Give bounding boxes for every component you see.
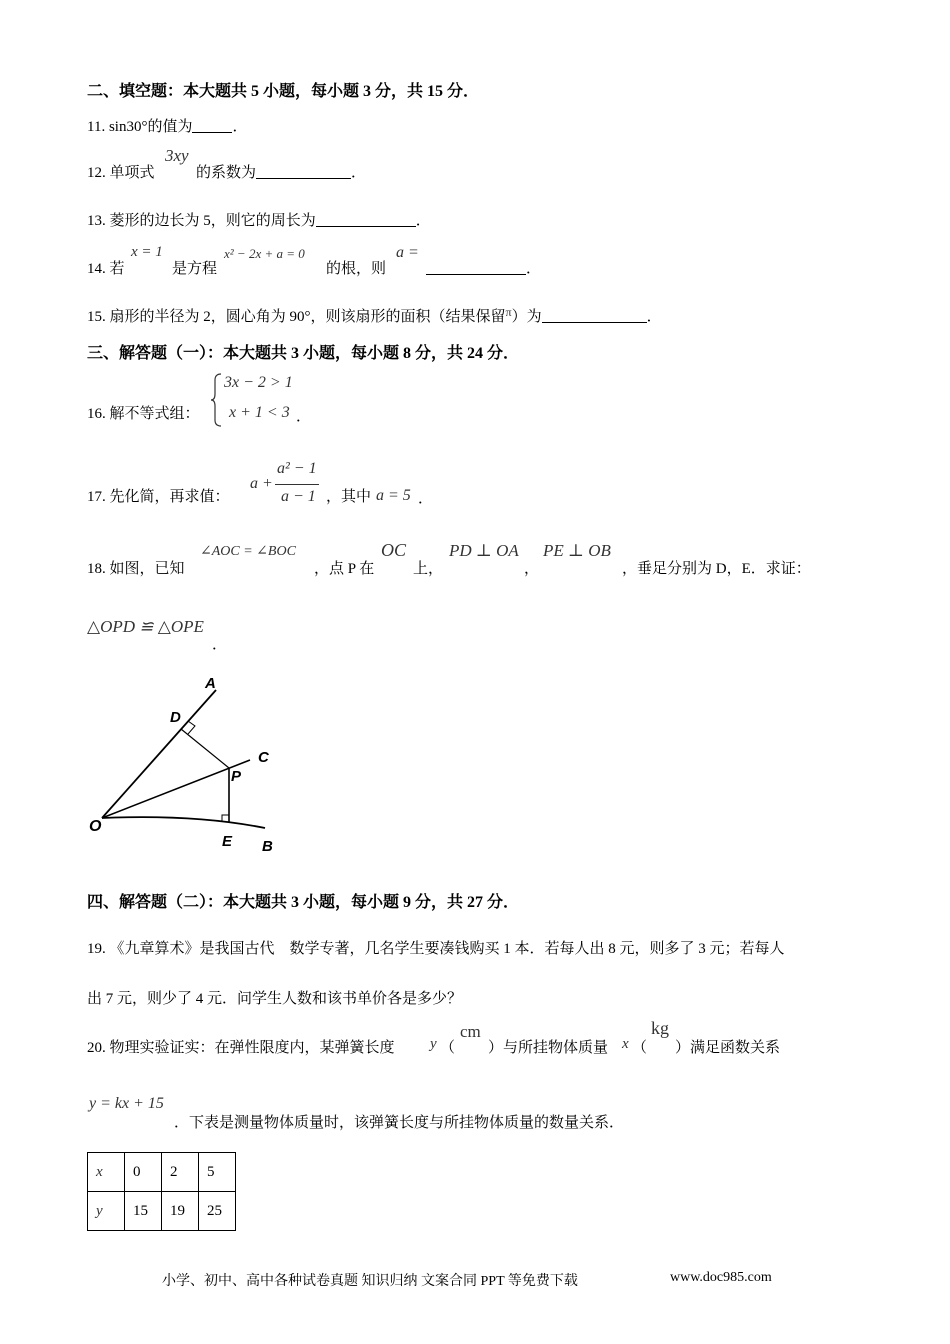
q17-denominator: a − 1 (281, 488, 316, 505)
q14-mid2: 的根，则 (326, 261, 387, 277)
q14-answer (426, 257, 541, 278)
q20-formula: y = kx + 15 (89, 1095, 164, 1112)
label-o: O (89, 818, 102, 835)
q17-numerator: a² − 1 (277, 460, 317, 477)
section-4-title: 四、解答题（二）：本大题共 3 小题，每小题 9 分，共 27 分． (87, 894, 520, 911)
q11-text: 11. sin30°的值为 (87, 119, 193, 135)
q20-line-2: ．下表是测量物体质量时，该弹簧长度与所挂物体质量的数量关系． (174, 1115, 625, 1131)
question-11 (87, 115, 247, 136)
q14-tail: ． (526, 261, 542, 277)
q12-tail: ． (351, 165, 367, 181)
q18-pre: 18. 如图，已知 (87, 561, 185, 577)
label-b: B (262, 838, 273, 855)
section-2-title: 二、填空题：本大题共 5 小题，每小题 3 分，共 15 分． (87, 83, 480, 100)
q20-y: y (430, 1036, 437, 1052)
q17-a-term: a + (250, 475, 273, 492)
footer-text: 小学、初中、高中各种试卷真题 知识归纳 文案合同 PPT 等免费下载 (162, 1274, 578, 1289)
table-cell: 2 (162, 1153, 199, 1192)
q14-pre: 14. 若 (87, 261, 125, 277)
question-13 (87, 209, 431, 230)
q18-mid1: ，点 P 在 (314, 561, 375, 577)
table-cell: x (88, 1153, 125, 1192)
q20-pre: 20. 物理实验证实：在弹性限度内，某弹簧长度 (87, 1040, 395, 1056)
pi-symbol: π (505, 305, 512, 319)
ray-ob (102, 817, 265, 828)
ray-oc (102, 760, 250, 818)
answer-blank (192, 118, 232, 133)
q17-mid: ，其中 (326, 489, 372, 505)
q16-inequality-1: 3x − 2 > 1 (224, 374, 293, 391)
answer-blank (316, 212, 416, 227)
q16-tail: ． (296, 409, 312, 425)
q18-comma: ， (524, 561, 540, 577)
q18-tail: ． (212, 637, 228, 653)
q18-segment-oc: OC (381, 540, 407, 560)
q18-pe-perp: PE ⊥ OB (543, 541, 611, 560)
table-cell: 15 (125, 1192, 162, 1231)
answer-blank (426, 260, 526, 275)
label-c: C (258, 749, 269, 766)
table-cell: 5 (199, 1153, 236, 1192)
question-15 (87, 305, 662, 326)
q20-mid: 与所挂物体质量 (503, 1040, 609, 1056)
table-cell: 19 (162, 1192, 199, 1231)
q20-rparen-1: ） (488, 1040, 504, 1056)
q19-line-1: 19. 《九章算术》是我国古代 数学专著，几名学生要凑钱购买 1 本．若每人出 8 元，则多了 3 元；若每人 (87, 941, 785, 957)
label-a: A (205, 675, 216, 692)
value-table (87, 1152, 236, 1231)
question-12 (87, 161, 155, 182)
table-row (88, 1153, 236, 1192)
q20-x: x (622, 1036, 629, 1052)
q15-tail: ． (646, 309, 662, 325)
q12-expression: 3xy (165, 146, 189, 165)
right-angle-d-icon (188, 721, 195, 734)
q17-tail: ． (418, 491, 434, 507)
ray-oa (102, 690, 216, 818)
q12-pre: 12. 单项式 (87, 165, 155, 181)
q18-pd-perp: PD ⊥ OA (449, 541, 519, 560)
q20-unit-cm: cm (460, 1022, 481, 1041)
q14-expression-3: a = (396, 244, 419, 261)
answer-blank (256, 164, 351, 179)
section-3-title: 三、解答题（一）：本大题共 3 小题，每小题 8 分，共 24 分． (87, 345, 520, 362)
answer-blank (542, 308, 647, 323)
q19-line-2: 出 7 元，则少了 4 元．问学生人数和该书单价各是多少？ (87, 991, 463, 1007)
q18-mid2: 上， (413, 561, 444, 577)
label-e: E (222, 833, 233, 850)
q20-rparen-2: ） (675, 1040, 691, 1056)
footer-url[interactable]: www.doc985.com (670, 1270, 772, 1285)
label-p: P (231, 768, 242, 785)
q12-rest (196, 161, 366, 182)
q17-condition: a = 5 (376, 487, 411, 504)
q13-tail: ． (415, 213, 431, 229)
q14-equation: x² − 2x + a = 0 (224, 246, 305, 261)
geometry-figure (85, 668, 285, 860)
q18-post: ，垂足分别为 D，E．求证： (622, 561, 811, 577)
q13-text: 13. 菱形的边长为 5，则它的周长为 (87, 213, 316, 229)
label-d: D (170, 709, 181, 726)
q20-unit-kg: kg (651, 1018, 669, 1038)
segment-pd (181, 729, 229, 768)
q16-pre: 16. 解不等式组： (87, 406, 200, 422)
brace-icon (210, 372, 224, 428)
q14-mid: 是方程 (172, 261, 218, 277)
table-row (88, 1192, 236, 1231)
fraction-bar (275, 484, 319, 485)
q14-expression-1: x = 1 (131, 244, 163, 260)
q15-pre: 15. 扇形的半径为 2，圆心角为 90°，则该扇形的面积（结果保留 (87, 309, 506, 325)
table-cell: y (88, 1192, 125, 1231)
q20-lparen-2: （ (632, 1040, 648, 1056)
q20-post: 满足函数关系 (690, 1040, 781, 1056)
q16-inequality-2: x + 1 < 3 (229, 404, 290, 421)
q20-lparen-1: （ (440, 1040, 456, 1056)
q11-tail: ． (232, 119, 248, 135)
q18-conclusion: △OPD ≌ △OPE (87, 617, 204, 636)
q12-post: 的系数为 (196, 165, 257, 181)
table-cell: 0 (125, 1153, 162, 1192)
q17-pre: 17. 先化简，再求值： (87, 489, 230, 505)
q18-angle-equality: ∠AOC = ∠BOC (200, 544, 296, 559)
table-cell: 25 (199, 1192, 236, 1231)
q15-post: ）为 (511, 309, 542, 325)
